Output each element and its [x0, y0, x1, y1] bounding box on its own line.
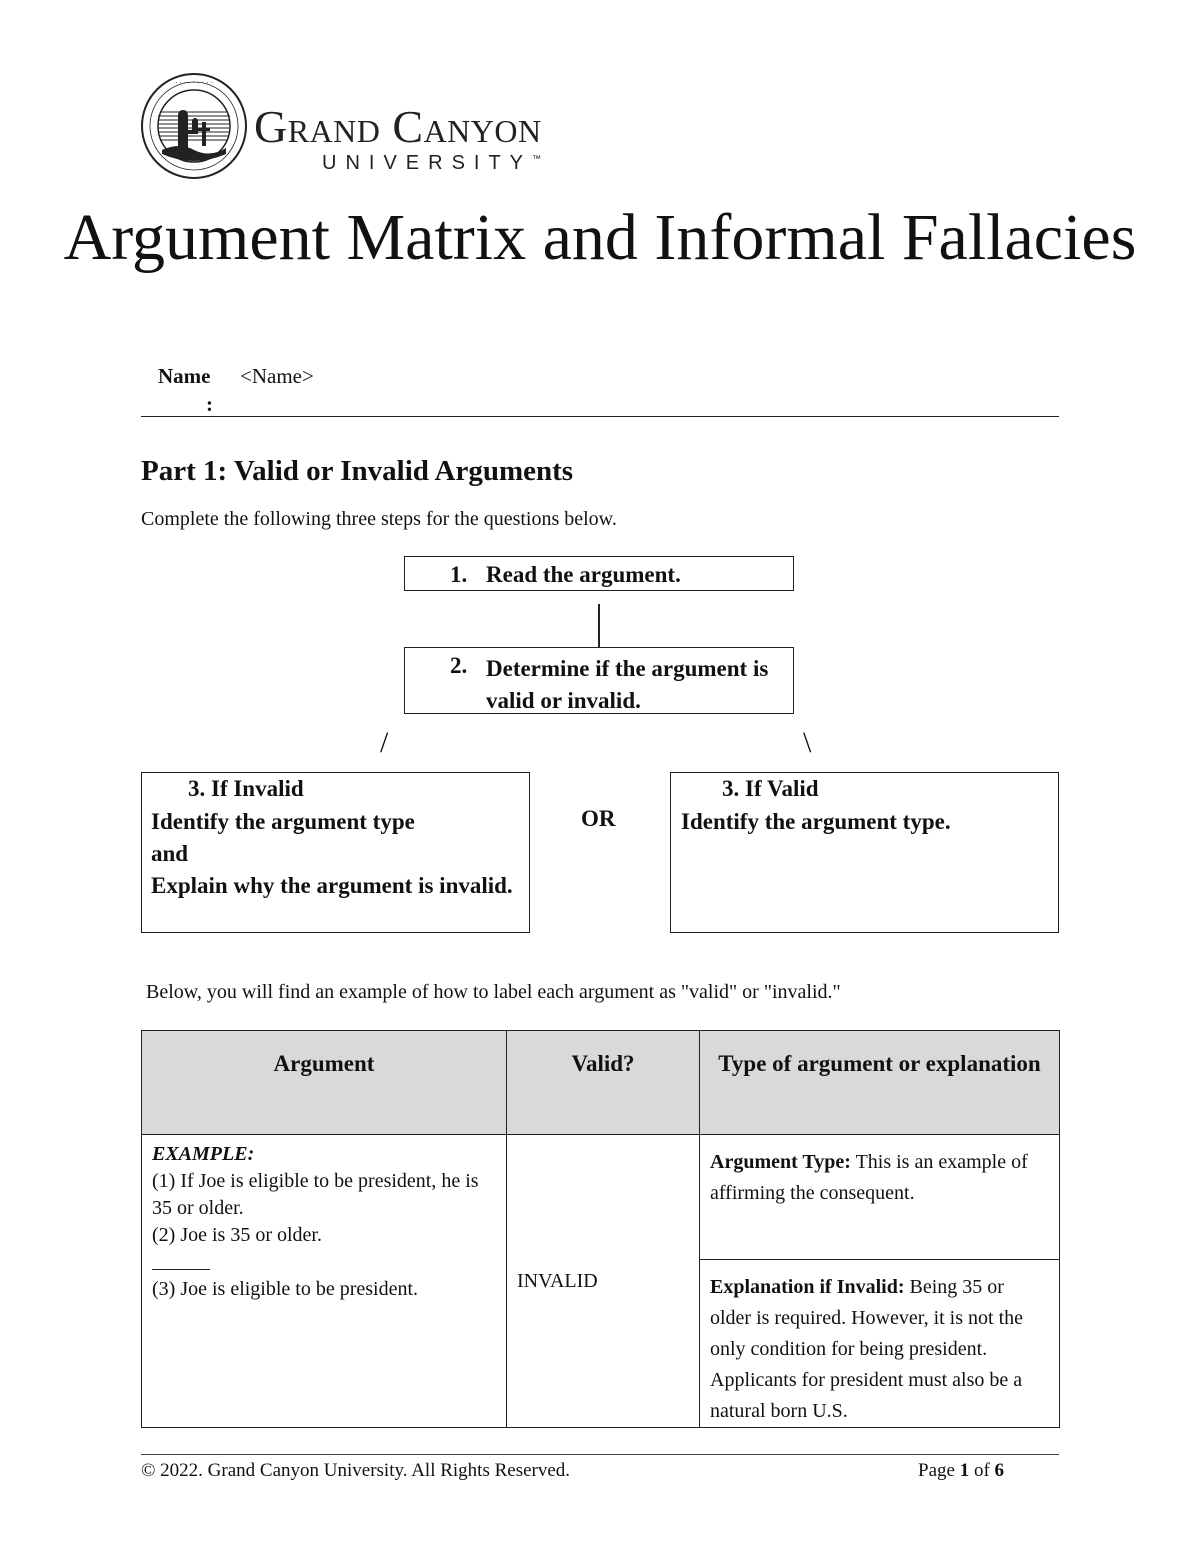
name-value: <Name> [240, 364, 314, 388]
step3-invalid-body [151, 806, 521, 902]
argument-table [141, 1030, 1060, 1428]
argument-type-text: This is an example of affirming the consequent. [710, 1151, 1028, 1204]
example-argument-cell [142, 1135, 507, 1428]
explanation-text: Being 35 or older is required. However, it is not the only condition for being president. Applicants for president must also be a natural born U.S. [710, 1276, 1024, 1422]
example-premise1: (1) If Joe is eligible to be president, he is 35 or older. [152, 1170, 479, 1219]
logo-wordmark-primary: Grand Canyon [254, 101, 542, 152]
step1-number: 1. [450, 562, 468, 587]
flowchart-connector-vertical [598, 604, 600, 648]
section-instruction: Complete the following three steps for the questions below. [141, 508, 617, 530]
page-word: Page [918, 1460, 955, 1481]
argument-type-label: Argument Type: [710, 1151, 851, 1173]
table-header-row [142, 1031, 1060, 1135]
step3-valid-line1: Identify the argument type. [681, 809, 951, 834]
section-heading-part1: Part 1: Valid or Invalid Arguments [141, 455, 574, 487]
footer-page-number [918, 1460, 1004, 1482]
flowchart-or-label: OR [581, 806, 616, 831]
svg-text:· · · · · · · · ·: · · · · · · · · · [175, 79, 213, 87]
example-explanation-cell [700, 1260, 1060, 1428]
footer-divider [141, 1454, 1059, 1455]
example-intro-text: Below, you will find an example of how to label each argument as "valid" or "invalid." [146, 981, 841, 1003]
logo-wordmark-secondary: UNIVERSITY™ [322, 152, 542, 174]
header-argument: Argument [142, 1031, 507, 1135]
page-current: 1 [959, 1460, 970, 1481]
page-of: of [973, 1460, 990, 1481]
name-label: Name [158, 364, 211, 388]
name-colon: : [206, 392, 213, 416]
page-total: 6 [994, 1460, 1005, 1481]
example-label: EXAMPLE: [152, 1143, 255, 1165]
step3-invalid-line2: and [151, 841, 189, 866]
header-type-explanation: Type of argument or explanation [700, 1031, 1060, 1135]
flowchart-connector-left: / [380, 726, 389, 759]
name-underline [141, 416, 1059, 417]
example-type-cell [700, 1135, 1060, 1260]
step3-invalid-line3: Explain why the argument is invalid. [151, 873, 513, 898]
university-seal-logo [140, 72, 248, 180]
step2-number: 2. [450, 653, 468, 678]
footer-copyright: © 2022. Grand Canyon University. All Rights Reserved. [141, 1460, 571, 1481]
document-title: Argument Matrix and Informal Fallacies [63, 201, 1137, 274]
flowchart-connector-right: \ [803, 726, 812, 759]
step3-invalid-line1: Identify the argument type [151, 809, 415, 834]
example-valid-cell: INVALID [507, 1135, 700, 1428]
step1-text: Read the argument. [486, 562, 681, 587]
table-row [142, 1135, 1060, 1260]
example-premise2: (2) Joe is 35 or older. [152, 1224, 322, 1246]
trademark-symbol: ™ [532, 153, 542, 164]
example-conclusion: (3) Joe is eligible to be president. [152, 1278, 419, 1300]
step2-text: Determine if the argument is valid or invalid. [486, 656, 769, 713]
header-valid: Valid? [507, 1031, 700, 1135]
explanation-label: Explanation if Invalid: [710, 1276, 905, 1298]
step3-invalid-title: 3. If Invalid [188, 776, 304, 801]
step3-valid-title: 3. If Valid [722, 776, 819, 801]
conclusion-divider [152, 1269, 210, 1270]
